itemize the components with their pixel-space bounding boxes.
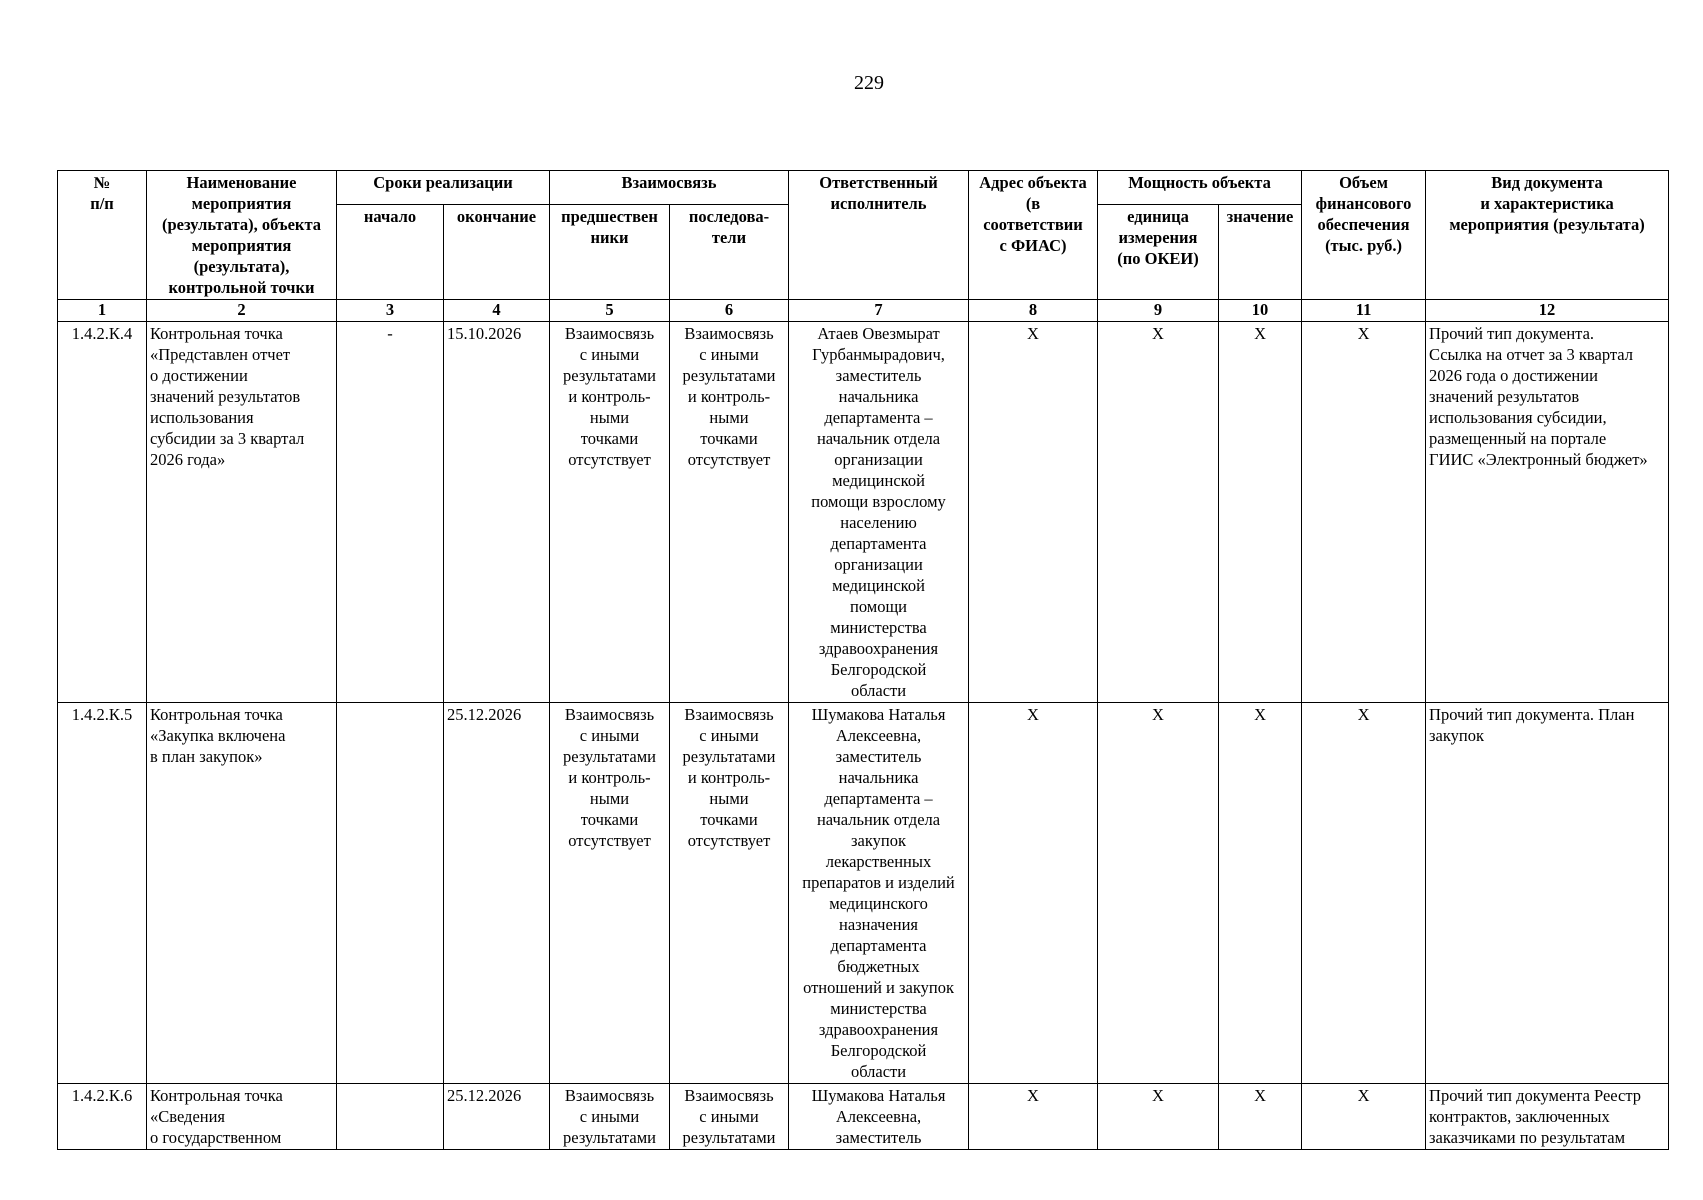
row-name: Контрольная точка «Представлен отчет о достижении значений результатов использования субсидии за 3 квартал 2026 года»	[147, 322, 337, 703]
row-number: 1.4.2.К.6	[58, 1084, 147, 1150]
column-number: 9	[1098, 300, 1219, 322]
row-value: X	[1219, 703, 1302, 1084]
row-end: 15.10.2026	[444, 322, 550, 703]
header-relation: Взаимосвязь	[550, 171, 789, 205]
header-doc-type: Вид документа и характеристика мероприятия (результата)	[1426, 171, 1669, 300]
row-doc: Прочий тип документа Реестр контрактов, заключенных заказчиками по результатам	[1426, 1084, 1669, 1150]
row-unit: X	[1098, 1084, 1219, 1150]
column-number: 8	[969, 300, 1098, 322]
column-number: 11	[1302, 300, 1426, 322]
table-row	[58, 703, 1669, 1084]
row-address: X	[969, 1084, 1098, 1150]
row-finance: X	[1302, 1084, 1426, 1150]
row-doc: Прочий тип документа. Ссылка на отчет за 3 квартал 2026 года о достижении значений результатов использования субсидии, размещенный на портале ГИИС «Электронный бюджет»	[1426, 322, 1669, 703]
row-successors: Взаимосвязь с иными результатами и контроль- ными точками отсутствует	[670, 322, 789, 703]
header-value: значение	[1219, 205, 1302, 300]
row-address: X	[969, 322, 1098, 703]
column-numbers-row	[58, 300, 1669, 322]
row-value: X	[1219, 322, 1302, 703]
row-successors: Взаимосвязь с иными результатами	[670, 1084, 789, 1150]
row-end: 25.12.2026	[444, 703, 550, 1084]
header-unit: единица измерения (по ОКЕИ)	[1098, 205, 1219, 300]
row-number: 1.4.2.К.4	[58, 322, 147, 703]
row-unit: X	[1098, 703, 1219, 1084]
page-number: 229	[854, 72, 884, 94]
header-capacity: Мощность объекта	[1098, 171, 1302, 205]
header-finance: Объем финансового обеспечения (тыс. руб.)	[1302, 171, 1426, 300]
column-number: 3	[337, 300, 444, 322]
header-responsible: Ответственный исполнитель	[789, 171, 969, 300]
header-predecessors: предшествен ники	[550, 205, 670, 300]
row-address: X	[969, 703, 1098, 1084]
column-number: 4	[444, 300, 550, 322]
row-start: -	[337, 322, 444, 703]
row-start	[337, 1084, 444, 1150]
row-doc: Прочий тип документа. План закупок	[1426, 703, 1669, 1084]
column-number: 2	[147, 300, 337, 322]
header-start: начало	[337, 205, 444, 300]
column-number: 7	[789, 300, 969, 322]
row-number: 1.4.2.К.5	[58, 703, 147, 1084]
header-terms: Сроки реализации	[337, 171, 550, 205]
row-predecessors: Взаимосвязь с иными результатами	[550, 1084, 670, 1150]
column-number: 6	[670, 300, 789, 322]
row-successors: Взаимосвязь с иными результатами и контроль- ными точками отсутствует	[670, 703, 789, 1084]
row-end: 25.12.2026	[444, 1084, 550, 1150]
header-successors: последова- тели	[670, 205, 789, 300]
activities-table	[57, 170, 1669, 1150]
row-value: X	[1219, 1084, 1302, 1150]
row-predecessors: Взаимосвязь с иными результатами и контроль- ными точками отсутствует	[550, 322, 670, 703]
row-finance: X	[1302, 703, 1426, 1084]
header-address: Адрес объекта (в соответствии с ФИАС)	[969, 171, 1098, 300]
row-unit: X	[1098, 322, 1219, 703]
header-num: № п/п	[58, 171, 147, 300]
row-responsible: Атаев Овезмырат Гурбанмырадович, заместитель начальника департамента – начальник отдела организации медицинской помощи взрослому населению департамента организации медицинской помощи министерства здравоохранения Белгородской области	[789, 322, 969, 703]
column-number: 5	[550, 300, 670, 322]
row-responsible: Шумакова Наталья Алексеевна, заместитель начальника департамента – начальник отдела закупок лекарственных препаратов и изделий медицинского назначения департамента бюджетных отношений и закупок министерства здравоохранения Белгородской области	[789, 703, 969, 1084]
row-responsible: Шумакова Наталья Алексеевна, заместитель	[789, 1084, 969, 1150]
row-finance: X	[1302, 322, 1426, 703]
table-row	[58, 1084, 1669, 1150]
header-end: окончание	[444, 205, 550, 300]
column-number: 1	[58, 300, 147, 322]
header-name: Наименование мероприятия (результата), объекта мероприятия (результата), контрольной точки	[147, 171, 337, 300]
row-name: Контрольная точка «Закупка включена в план закупок»	[147, 703, 337, 1084]
row-predecessors: Взаимосвязь с иными результатами и контроль- ными точками отсутствует	[550, 703, 670, 1084]
header-row-1	[58, 171, 1669, 205]
table-row	[58, 322, 1669, 703]
row-start	[337, 703, 444, 1084]
column-number: 10	[1219, 300, 1302, 322]
column-number: 12	[1426, 300, 1669, 322]
row-name: Контрольная точка «Сведения о государственном	[147, 1084, 337, 1150]
